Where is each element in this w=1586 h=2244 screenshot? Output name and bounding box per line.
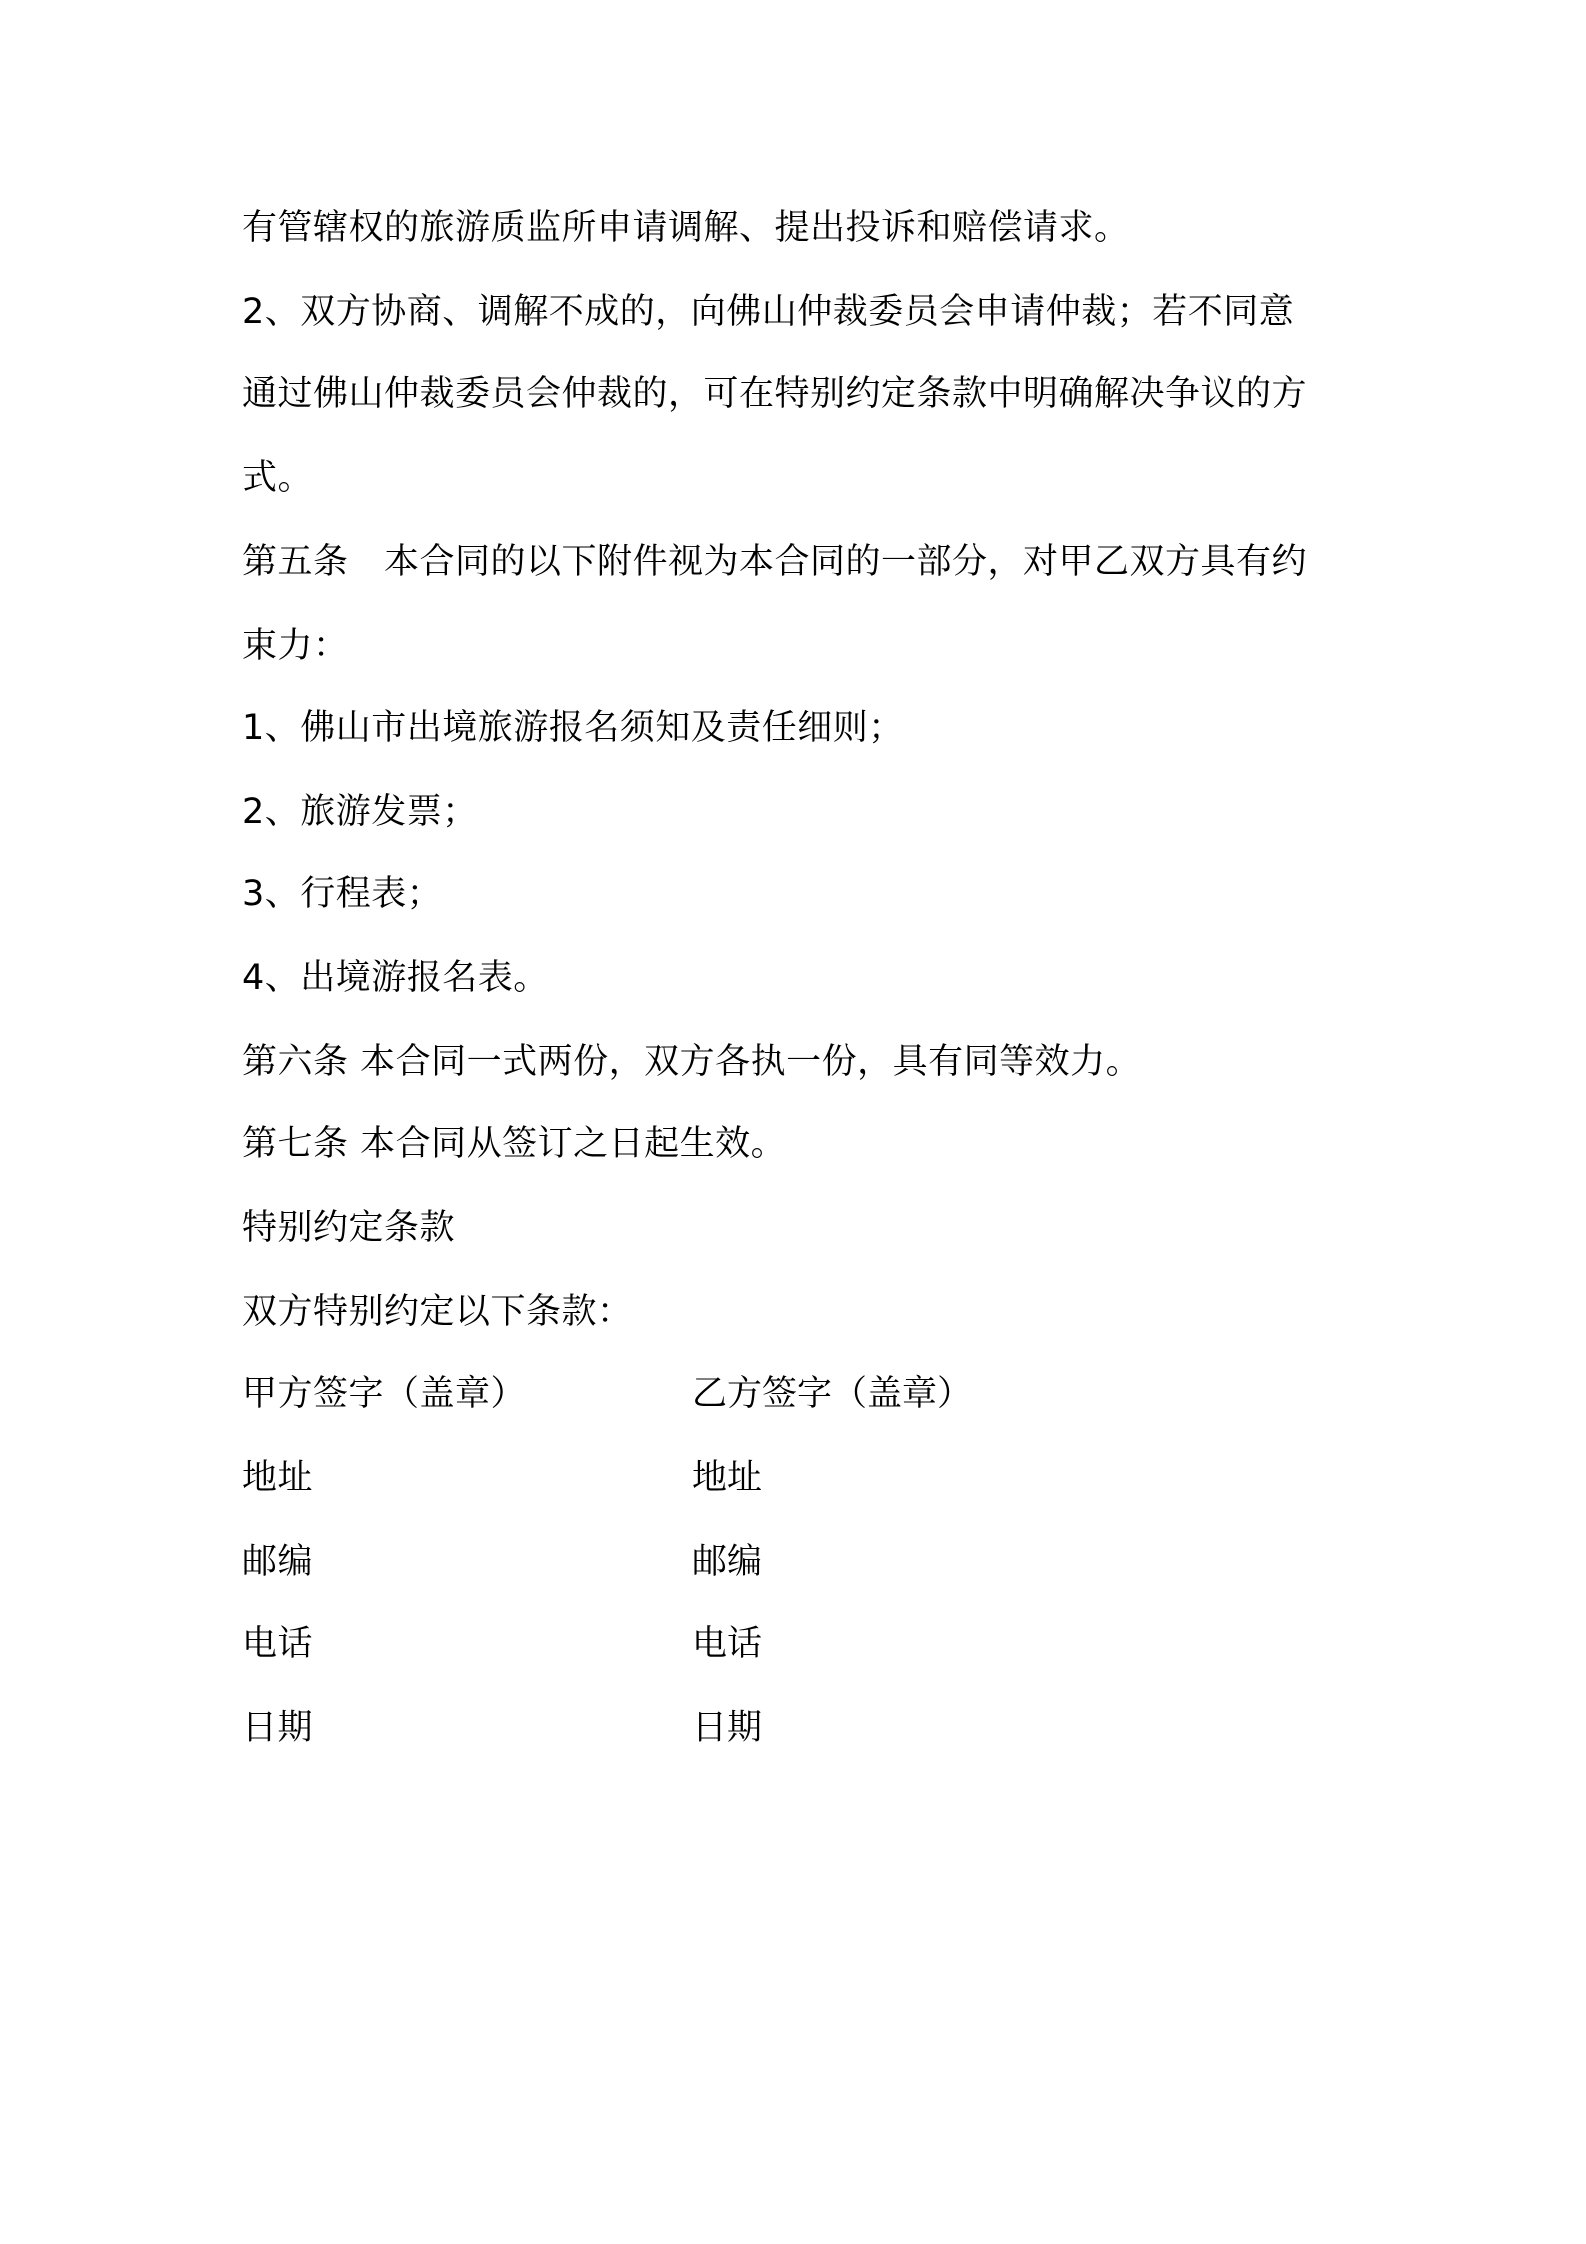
attachment-item: 4、出境游报名表。 xyxy=(242,958,549,998)
party-b-address-label: 地址 xyxy=(692,1458,763,1498)
party-b-postcode-label: 邮编 xyxy=(692,1542,763,1582)
paragraph-line: 式。 xyxy=(242,458,314,498)
party-b-date-label: 日期 xyxy=(692,1708,763,1748)
attachment-item: 3、行程表； xyxy=(242,874,443,914)
attachment-item: 2、旅游发票； xyxy=(242,792,478,832)
attachment-item: 1、佛山市出境旅游报名须知及责任细则； xyxy=(242,708,904,748)
party-a-postcode-label: 邮编 xyxy=(242,1542,314,1582)
party-a-phone-label: 电话 xyxy=(242,1624,314,1664)
paragraph-line: 束力： xyxy=(242,626,349,666)
special-terms-heading: 特别约定条款 xyxy=(242,1208,456,1248)
article-six: 第六条 本合同一式两份，双方各执一份，具有同等效力。 xyxy=(242,1042,1142,1082)
party-b-phone-label: 电话 xyxy=(692,1624,763,1664)
party-b-signature-label: 乙方签字（盖章） xyxy=(692,1374,973,1414)
special-terms-intro: 双方特别约定以下条款： xyxy=(242,1292,633,1332)
party-a-date-label: 日期 xyxy=(242,1708,314,1748)
party-a-signature-label: 甲方签字（盖章） xyxy=(242,1374,527,1414)
paragraph-line: 通过佛山仲裁委员会仲裁的，可在特别约定条款中明确解决争议的方 xyxy=(242,374,1308,414)
paragraph-line: 有管辖权的旅游质监所申请调解、提出投诉和赔偿请求。 xyxy=(242,208,1130,248)
party-a-address-label: 地址 xyxy=(242,1458,314,1498)
article-seven: 第七条 本合同从签订之日起生效。 xyxy=(242,1124,787,1164)
paragraph-line: 2、双方协商、调解不成的，向佛山仲裁委员会申请仲裁；若不同意 xyxy=(242,292,1295,332)
article-five-heading: 第五条 本合同的以下附件视为本合同的一部分，对甲乙双方具有约 xyxy=(242,542,1308,582)
